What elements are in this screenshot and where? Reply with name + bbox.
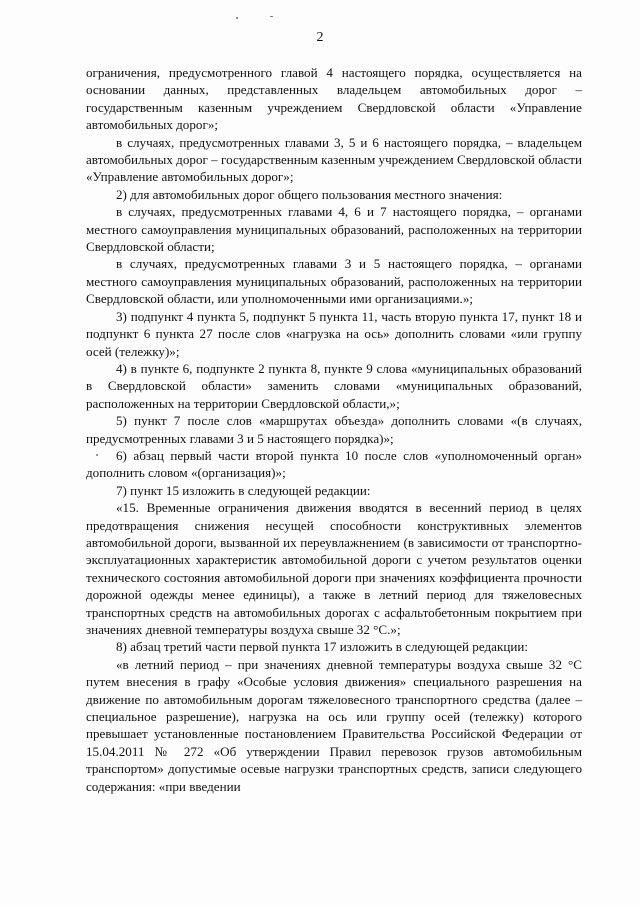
paragraph: 3) подпункт 4 пункта 5, подпункт 5 пункта 11, часть вторую пункта 17, пункт 18 и подпункт 6 пункта 27 после слов «нагрузка на ось» дополнить словами «или группу осей (тележку)»; [86, 308, 582, 359]
scan-speck [270, 16, 273, 17]
document-body [86, 64, 582, 795]
paragraph: 8) абзац третий части первой пункта 17 изложить в следующей редакции: [116, 639, 528, 655]
paragraph: в случаях, предусмотренных главами 4, 6 и 7 настоящего порядка, – органами местного самоуправления муниципальных образований, расположенных на территории Свердловской области; [86, 204, 582, 255]
paragraph: 2) для автомобильных дорог общего пользования местного значения: [116, 186, 503, 202]
paragraph: 6) абзац первый части второй пункта 10 после слов «уполномоченный орган» дополнить словом «(организация)»; [86, 447, 582, 481]
scan-speck [236, 17, 238, 19]
paragraph: 7) пункт 15 изложить в следующей редакции: [116, 482, 371, 498]
paragraph: в случаях, предусмотренных главами 3, 5 и 6 настоящего порядка, – владельцем автомобильных дорог – государственным казенным учреждением Свердловской области «Управление автомобильных дорог»; [86, 134, 582, 185]
paragraph: в случаях, предусмотренных главами 3 и 5 настоящего порядка, – органами местного самоуправления муниципальных образований, расположенных на территории Свердловской области, или уполномоченными ими организациями.»; [86, 256, 582, 307]
page-number: 2 [316, 30, 324, 45]
paragraph: «15. Временные ограничения движения вводятся в весенний период в целях предотвращения снижения несущей способности конструктивных элементов автомобильной дороги, вызванной их переувлажнением (в зависимости от транспортно-эксплуатационных характеристик автомобильной дороги с учетом результатов оценки технического состояния автомобильной дороги при значениях коэффициента прочности дорожной одежды менее единицы), а также в летний период для тяжеловесных транспортных средств на автомобильных дорогах с асфальтобетонным покрытием при значениях дневной температуры воздуха свыше 32 °С.»; [86, 500, 582, 637]
paragraph: ограничения, предусмотренного главой 4 настоящего порядка, осуществляется на основании данных, представленных владельцем автомобильных дорог – государственным казенным учреждением Свердловской области «Управление автомобильных дорог»; [86, 65, 582, 133]
paragraph: 5) пункт 7 после слов «маршрутах объезда» дополнить словами «(в случаях, предусмотренных главами 3 и 5 настоящего порядка)»; [86, 413, 582, 446]
paragraph: 4) в пункте 6, подпункте 2 пункта 8, пункте 9 слова «муниципальных образований в Свердловской области» заменить словами «муниципальных образований, расположенных на территории Свердловской области,»; [86, 360, 582, 411]
paragraph: «в летний период – при значениях дневной температуры воздуха свыше 32 °С путем внесения в графу «Особые условия движения» специального разрешения на движение по автомобильным дорогам тяжеловесного транспортного средства (далее – специальное разрешение), нагрузка на ось или группу осей (тележку) которого превышает установленные постановлением Правительства Российской Федерации от 15.04.2011 № 272 «Об утверждении Правил перевозок грузов автомобильным транспортом» допустимые осевые нагрузки транспортных средств, записи следующего содержания: «при введении [86, 656, 582, 794]
